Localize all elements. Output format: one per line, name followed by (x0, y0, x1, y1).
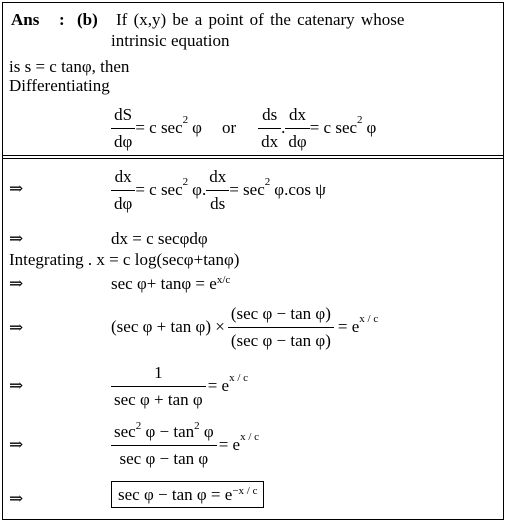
dot-operator: . (281, 118, 286, 137)
denominator: ds (206, 190, 229, 214)
exponent: x / c (359, 313, 379, 325)
fraction-one-over-sum (111, 363, 206, 410)
denominator: dφ (111, 128, 135, 152)
exponent: x / c (240, 431, 260, 443)
ans-colon: : (59, 10, 65, 29)
fraction-diff-over-diff (228, 304, 334, 351)
fraction-dx-dphi (111, 167, 135, 214)
minus-tan-text: φ − tan (145, 421, 195, 441)
equation-text: sec φ+ tanφ = e (111, 274, 217, 293)
implies-arrow: ⇒ (9, 318, 24, 337)
rhs-text: = e (218, 435, 241, 454)
numerator: dx (114, 166, 132, 186)
section-divider (3, 158, 503, 159)
answer-box (2, 2, 504, 520)
fraction-dx-ds (206, 167, 229, 214)
equation-step-4 (111, 298, 378, 356)
header-line-4: Differentiating (9, 76, 110, 95)
rhs-text: = c sec (135, 180, 183, 199)
rhs-text: = e (337, 317, 360, 336)
numerator: dx (209, 166, 227, 186)
denominator: sec φ + tan φ (111, 386, 206, 410)
equation-step-3 (111, 275, 230, 292)
numerator: (sec φ − tan φ) (230, 303, 331, 323)
exponent: 2 (135, 419, 142, 432)
header-line-2: intrinsic equation (111, 31, 230, 50)
exponent: 2 (264, 176, 271, 188)
exponent: x/c (216, 274, 231, 286)
exponent: 2 (194, 419, 200, 432)
implies-arrow: ⇒ (9, 229, 24, 248)
header-line-1: If (x,y) be a point of the catenary whose (116, 10, 405, 29)
implies-arrow: ⇒ (9, 179, 24, 198)
equation-top (111, 99, 376, 157)
final-result-box (111, 481, 264, 508)
denominator: dx (258, 128, 281, 152)
exponent: 2 (357, 114, 363, 126)
exponent: x / c (229, 372, 249, 384)
numerator (111, 419, 217, 445)
equation-step-2: dx = c secφdφ (111, 229, 208, 248)
fraction-ds-dx (258, 105, 281, 152)
fraction-squares (111, 419, 217, 469)
equation-step-1 (111, 162, 326, 218)
rhs-text: = e (207, 376, 230, 395)
equation-step-5 (111, 357, 248, 415)
implies-arrow: ⇒ (9, 489, 24, 508)
exponent: −x / c (232, 485, 258, 497)
phi-dot: φ. (192, 180, 207, 199)
phi-symbol: φ (203, 421, 214, 441)
equation-text: sec φ − tan φ = e (118, 485, 233, 504)
denominator: (sec φ − tan φ) (228, 327, 334, 351)
option-label: (b) (77, 10, 98, 29)
rhs-text: φ.cos ψ (274, 180, 326, 199)
rhs-text: = c sec (309, 118, 358, 137)
numerator: 1 (154, 362, 163, 382)
denominator: dφ (285, 128, 309, 152)
or-word: or (221, 118, 237, 137)
section-divider (3, 155, 503, 156)
ans-label: Ans (11, 10, 40, 29)
fraction-dx-dphi (285, 105, 309, 152)
implies-arrow: ⇒ (9, 274, 24, 293)
left-term: (sec φ + tan φ) × (111, 317, 225, 336)
numerator: dS (114, 104, 133, 124)
exponent: 2 (182, 114, 189, 126)
numerator: dx (289, 104, 307, 124)
phi-symbol: φ (366, 118, 377, 137)
header-line-3: is s = c tanφ, then (9, 57, 130, 76)
phi-symbol: φ (192, 118, 202, 137)
exponent: 2 (182, 176, 189, 188)
implies-arrow: ⇒ (9, 376, 24, 395)
fraction-dS-dphi (111, 105, 135, 152)
equation-step-6 (111, 416, 259, 474)
rhs-text: = sec (229, 180, 265, 199)
denominator: dφ (111, 190, 135, 214)
numerator: ds (262, 104, 278, 124)
sec-text: sec (114, 421, 136, 441)
denominator: sec φ − tan φ (111, 445, 217, 469)
rhs-text: = c sec (135, 118, 183, 137)
implies-arrow: ⇒ (9, 435, 24, 454)
integrating-line: Integrating . x = c log(secφ+tanφ) (9, 250, 240, 269)
